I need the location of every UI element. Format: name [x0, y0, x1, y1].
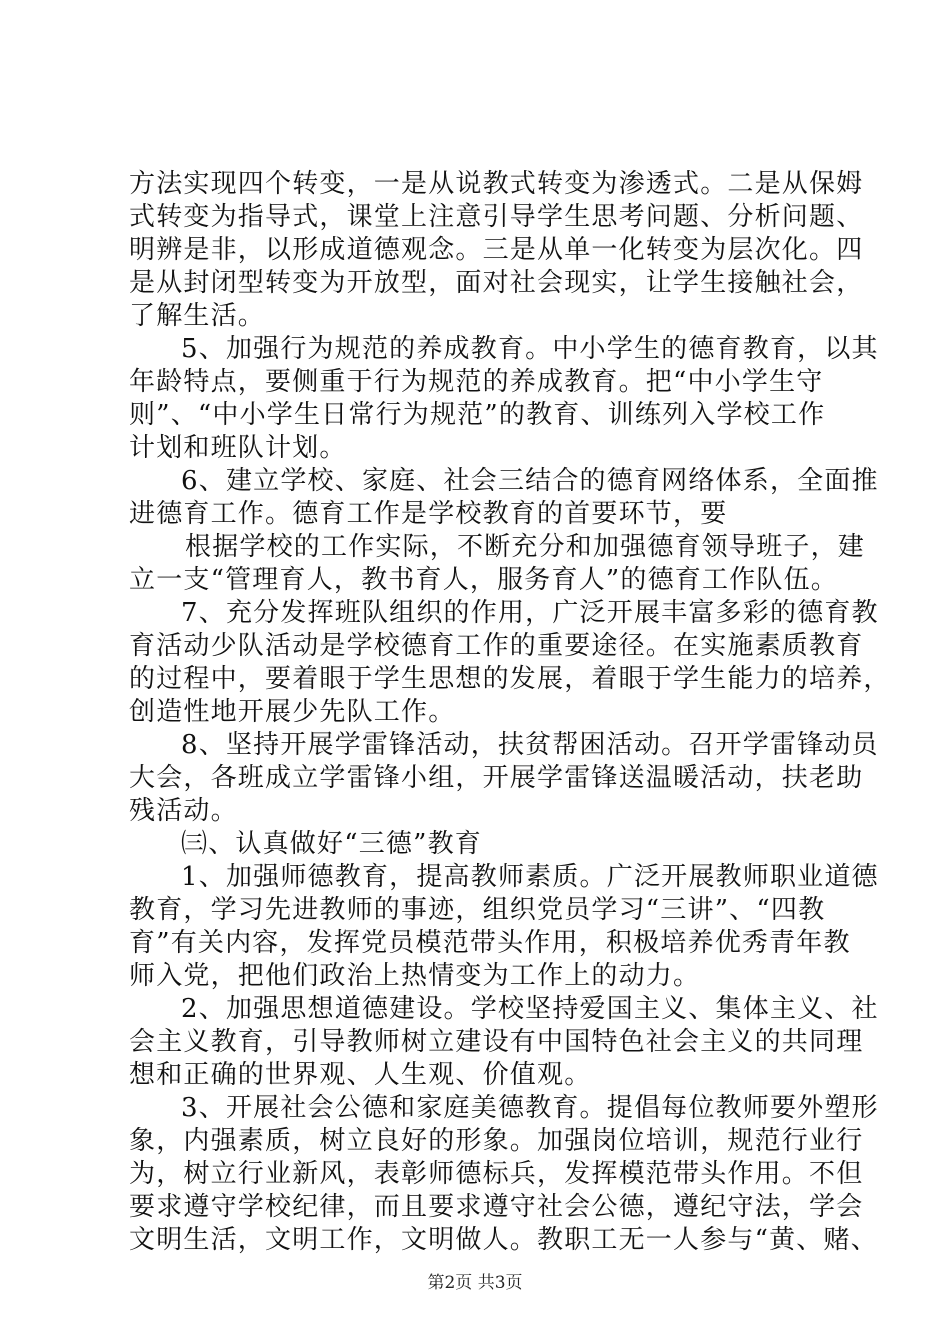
text-line: 大会，各班成立学雷锋小组，开展学雷锋送温暖活动，扶老助	[129, 763, 864, 793]
text-line: 了解生活。	[129, 301, 266, 331]
paragraph-8-start: 8、坚持开展学雷锋活动，扶贫帮困活动。召开学雷锋动员	[181, 730, 879, 760]
text-line: 想和正确的世界观、人生观、价值观。	[129, 1060, 592, 1090]
text-line: 教育，学习先进教师的事迹，组织党员学习“三讲”、“四教	[129, 895, 826, 925]
paragraph-3-start: 3、开展社会公德和家庭美德教育。提倡每位教师要外塑形	[181, 1093, 879, 1123]
text-line: 象，内强素质，树立良好的形象。加强岗位培训，规范行业行	[129, 1126, 864, 1156]
paragraph-continuation: 根据学校的工作实际，不断充分和加强德育领导班子，建	[185, 532, 866, 562]
text-line: 方法实现四个转变，一是从说教式转变为渗透式。二是从保姆	[129, 169, 864, 199]
paragraph-1-start: 1、加强师德教育，提高教师素质。广泛开展教师职业道德	[181, 862, 879, 892]
text-line: 师入党，把他们政治上热情变为工作上的动力。	[129, 961, 701, 991]
paragraph-2-start: 2、加强思想道德建设。学校坚持爱国主义、集体主义、社	[181, 994, 879, 1024]
text-line: 年龄特点，要侧重于行为规范的养成教育。把“中小学生守	[129, 367, 824, 397]
text-line: 文明生活，文明工作，文明做人。教职工无一人参与“黄、赌、	[129, 1225, 878, 1255]
text-line: 是从封闭型转变为开放型，面对社会现实，让学生接触社会，	[129, 268, 864, 298]
paragraph-6-start: 6、建立学校、家庭、社会三结合的德育网络体系，全面推	[181, 466, 879, 496]
text-line: 计划和班队计划。	[129, 433, 347, 463]
text-line: 育”有关内容，发挥党员模范带头作用，积极培养优秀青年教	[129, 928, 851, 958]
document-body	[129, 168, 891, 1257]
page-number: 第2页 共3页	[427, 1273, 523, 1293]
paragraph-5-start: 5、加强行为规范的养成教育。中小学生的德育教育，以其	[181, 334, 879, 364]
text-line: 为，树立行业新风，表彰师德标兵，发挥模范带头作用。不但	[129, 1159, 864, 1189]
text-line: 要求遵守学校纪律，而且要求遵守社会公德，遵纪守法，学会	[129, 1192, 864, 1222]
text-line: 明辨是非，以形成道德观念。三是从单一化转变为层次化。四	[129, 235, 864, 265]
paragraph-7-start: 7、充分发挥班队组织的作用，广泛开展丰富多彩的德育教	[181, 598, 879, 628]
text-line: 残活动。	[129, 796, 238, 826]
text-line: 式转变为指导式，课堂上注意引导学生思考问题、分析问题、	[129, 202, 864, 232]
text-line: 创造性地开展少先队工作。	[129, 697, 456, 727]
text-line: 的过程中，要着眼于学生思想的发展，着眼于学生能力的培养，	[129, 664, 891, 694]
text-line: 育活动少队活动是学校德育工作的重要途径。在实施素质教育	[129, 631, 864, 661]
text-line: 进德育工作。德育工作是学校教育的首要环节，要	[129, 499, 728, 529]
section-heading: ㈢、认真做好“三德”教育	[181, 829, 482, 859]
text-line: 立一支“管理育人，教书育人，服务育人”的德育工作队伍。	[129, 565, 838, 595]
text-line: 会主义教育，引导教师树立建设有中国特色社会主义的共同理	[129, 1027, 864, 1057]
text-line: 则”、“中小学生日常行为规范”的教育、训练列入学校工作	[129, 400, 826, 430]
